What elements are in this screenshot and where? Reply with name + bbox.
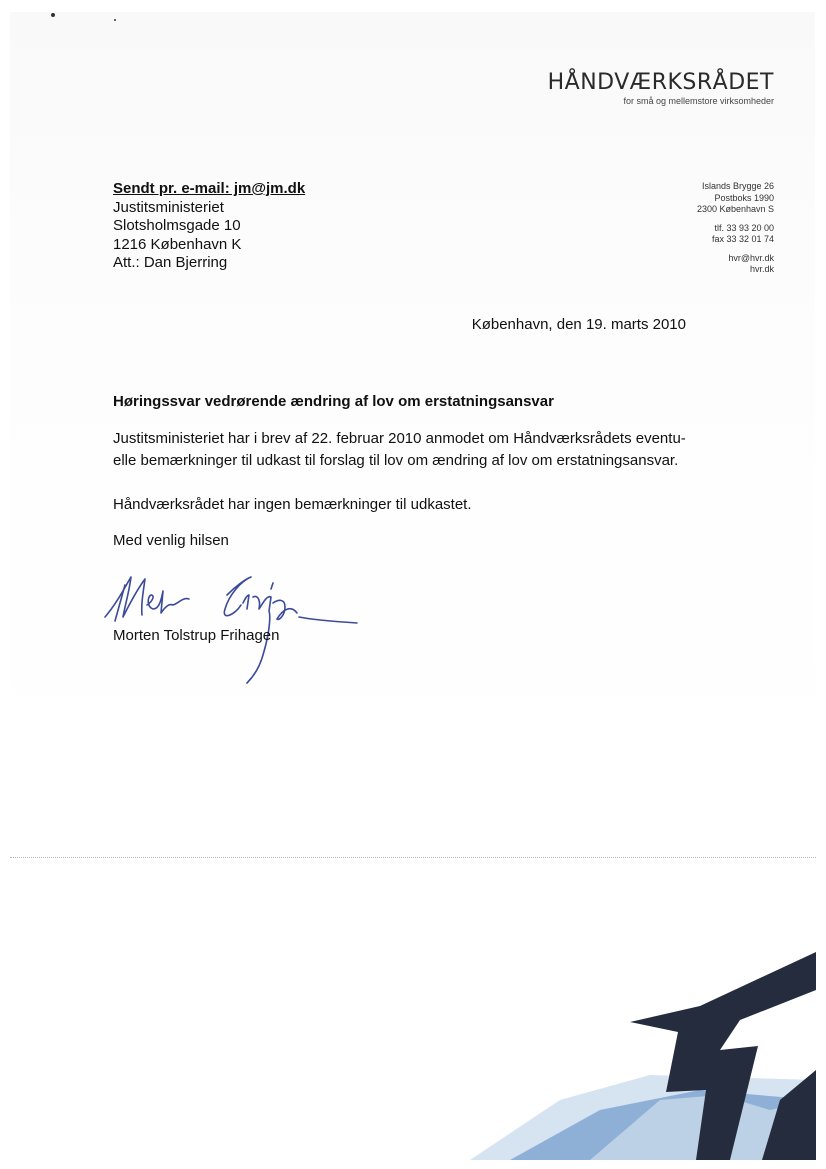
- body-paragraph-1: [113, 428, 693, 472]
- body-paragraph-2: Håndværksrådet har ingen bemærkninger til udkastet.: [113, 496, 472, 513]
- scan-speck: [114, 19, 116, 21]
- paragraph-line: Justitsministeriet har i brev af 22. februar 2010 anmodet om Håndværksrådets eventu-: [113, 430, 686, 447]
- letterhead-logo: [548, 70, 774, 106]
- sent-by-email-line: Sendt pr. e-mail: jm@jm.dk: [113, 180, 306, 197]
- fold-line: [10, 857, 816, 858]
- sender-contact-block: [697, 181, 774, 276]
- recipient-line: Justitsministeriet: [113, 198, 224, 216]
- recipient-line: 1216 København K: [113, 235, 242, 253]
- contact-email: hvr@hvr.dk: [728, 252, 774, 263]
- closing-salutation: Med venlig hilsen: [113, 532, 229, 549]
- recipient-line: Att.: Dan Bjerring: [113, 254, 228, 271]
- handwritten-signature: [95, 565, 365, 685]
- letter-subject: Høringssvar vedrørende ændring af lov om erstatningsansvar: [113, 393, 554, 410]
- brand-name: HÅNDVÆRKSRÅDET: [547, 70, 774, 95]
- contact-city: 2300 København S: [696, 204, 774, 214]
- contact-fax: fax 33 32 01 74: [711, 234, 774, 244]
- signer-name: Morten Tolstrup Frihagen: [113, 627, 280, 644]
- contact-box: Postboks 1990: [714, 192, 774, 203]
- recipient-block: [113, 180, 305, 273]
- brand-tagline: for små og mellemstore virksomheder: [623, 96, 774, 106]
- paragraph-line: elle bemærkninger til udkast til forslag til lov om ændring af lov om erstatningsansvar.: [113, 452, 679, 469]
- contact-phone: tlf. 33 93 20 00: [714, 222, 774, 233]
- brand-graphic: [470, 950, 816, 1160]
- scan-speck: [51, 13, 55, 17]
- contact-web: hvr.dk: [749, 264, 774, 274]
- letter-date: København, den 19. marts 2010: [471, 316, 686, 333]
- contact-street: Islands Brygge 26: [701, 181, 774, 191]
- recipient-line: Slotsholmsgade 10: [113, 217, 241, 234]
